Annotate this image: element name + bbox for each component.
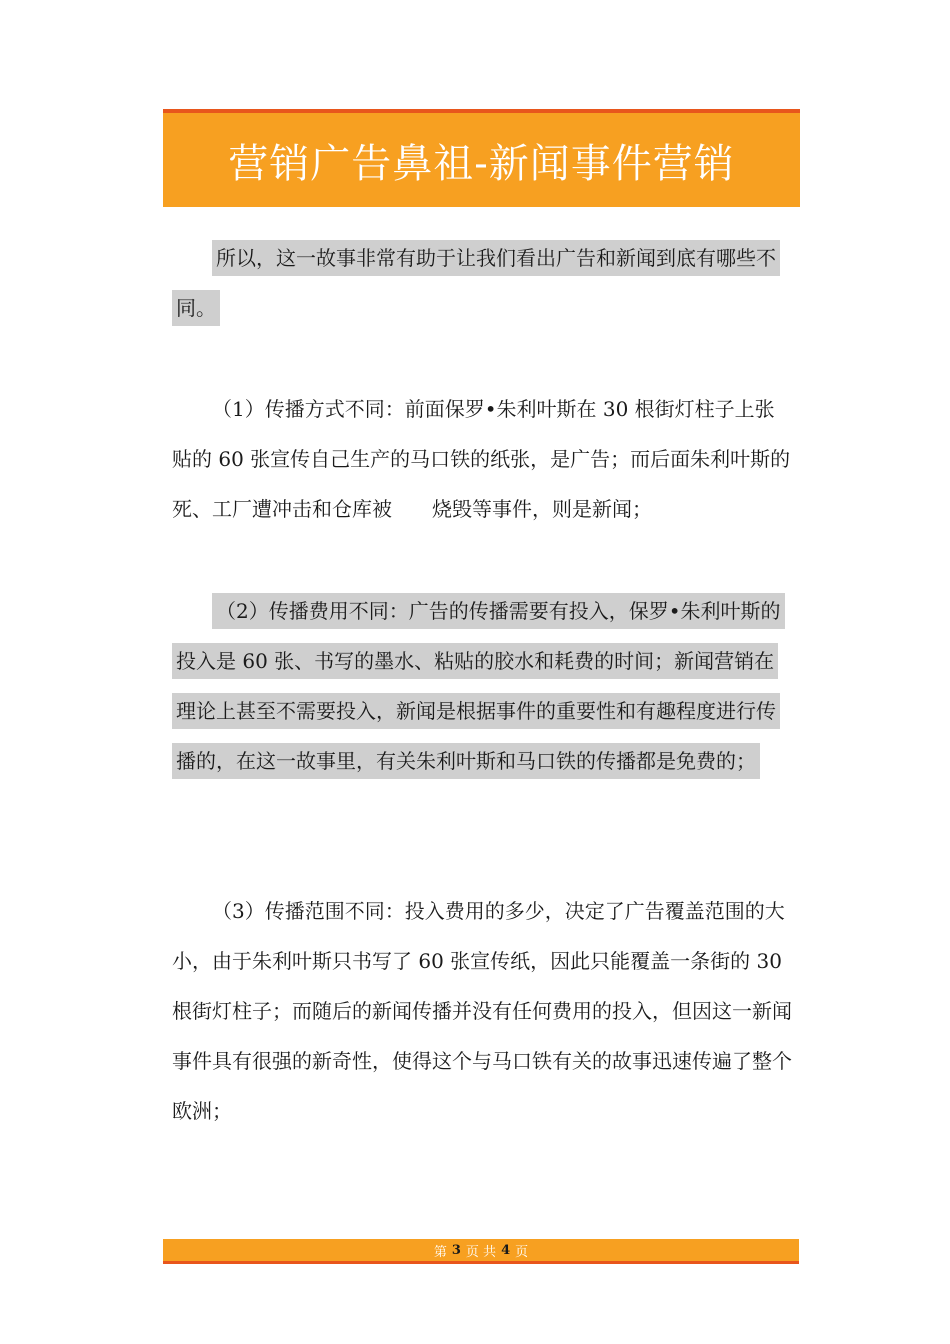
paragraph-1 bbox=[172, 384, 792, 534]
page-title: 营销广告鼻祖-新闻事件营销 bbox=[228, 140, 735, 187]
paragraph-intro bbox=[172, 233, 792, 333]
footer-mid: 页 共 bbox=[465, 1244, 497, 1260]
paragraph-3-text: （3）传播范围不同：投入费用的多少，决定了广告覆盖范围的大小，由于朱利叶斯只书写了 60 张宣传纸，因此只能覆盖一条街的 30 根街灯柱子；而随后的新闻传播并没有任何费用的投入，但因这一新闻事件具有很强的新奇性，使得这个与马口铁有关的故事迅速传遍了整个欧洲； bbox=[172, 899, 792, 1123]
footer-total-pages: 4 bbox=[501, 1242, 511, 1258]
footer-current-page: 3 bbox=[451, 1242, 461, 1258]
page-footer bbox=[163, 1239, 799, 1264]
paragraph-1-text: （1）传播方式不同：前面保罗•朱利叶斯在 30 根街灯柱子上张贴的 60 张宣传自己生产的马口铁的纸张，是广告；而后面朱利叶斯的死、工厂遭冲击和仓库被 烧毁等事件，则是新闻； bbox=[172, 397, 791, 521]
paragraph-3 bbox=[172, 886, 792, 1136]
footer-suffix: 页 bbox=[515, 1244, 529, 1260]
paragraph-intro-text: 所以，这一故事非常有助于让我们看出广告和新闻到底有哪些不同。 bbox=[172, 240, 780, 326]
paragraph-2 bbox=[172, 586, 792, 786]
footer-prefix: 第 bbox=[433, 1244, 447, 1260]
header-banner bbox=[163, 109, 800, 207]
paragraph-2-text: （2）传播费用不同：广告的传播需要有投入，保罗•朱利叶斯的投入是 60 张、书写的墨水、粘贴的胶水和耗费的时间；新闻营销在理论上甚至不需要投入，新闻是根据事件的重要性和有趣程度进行传播的，在这一故事里，有关朱利叶斯和马口铁的传播都是免费的； bbox=[172, 593, 785, 779]
